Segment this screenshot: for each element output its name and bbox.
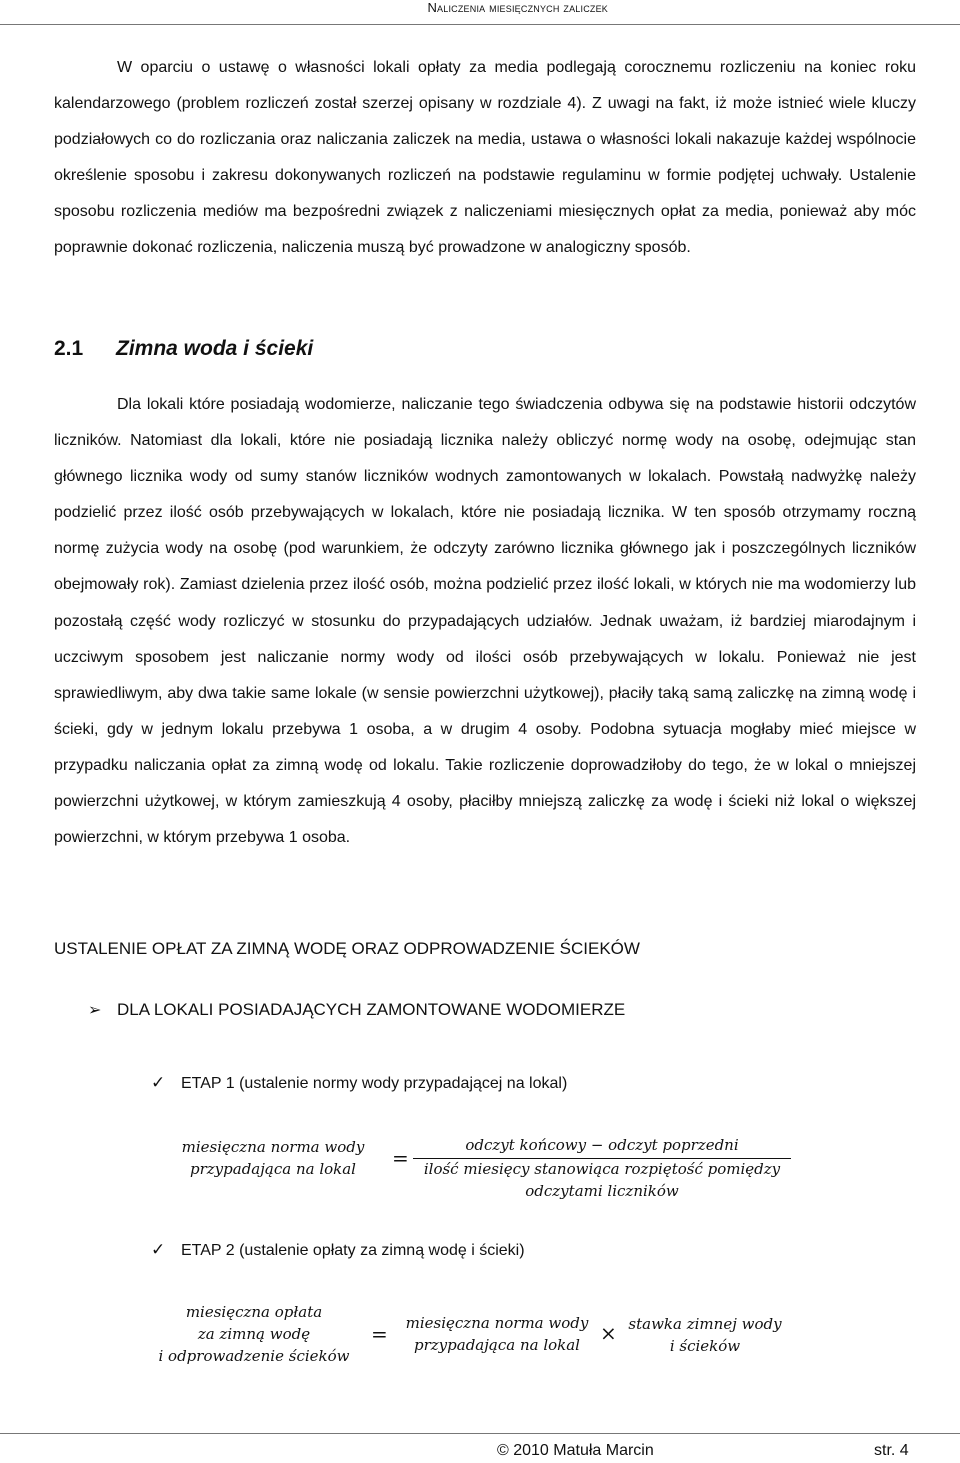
formula2-rhs bbox=[616, 1313, 794, 1357]
etap2-label: ETAP 2 (ustalenie opłaty za zimną wodę i ścieki) bbox=[181, 1242, 525, 1259]
intro-paragraph: W oparciu o ustawę o własności lokali opłaty za media podlegają corocznemu rozliczeniu na koniec roku kalendarzowego (problem rozliczeń został szerzej opisany w rozdziale 4). Z uwagi na fakt, iż może istnieć wiele kluczy podziałowych co do rozliczania oraz naliczania zaliczek na media, ustawa o własności lokali nakazuje każdej wspólnocie określenie sposobu i zakresu dokonywanych rozliczeń na podstawie regulaminu w formie podjętej uchwały. Ustalenie sposobu rozliczenia mediów ma bezpośredni związek z naliczeniami miesięcznych opłat za media, ponieważ aby móc poprawnie dokonać rozliczenia, naliczenia muszą być prowadzone w analogiczny sposób. bbox=[54, 59, 916, 257]
formula1-equals: = bbox=[392, 1146, 409, 1170]
formula2-lhs-line1: miesięczna opłata bbox=[185, 1303, 323, 1321]
formula2-lhs-line3: i odprowadzenie ścieków bbox=[158, 1347, 350, 1365]
formula1-denominator bbox=[406, 1158, 798, 1202]
formula2-times: × bbox=[600, 1321, 617, 1345]
formula1-denominator-line1: ilość miesięcy stanowiąca rozpiętość pomiędzy bbox=[423, 1160, 781, 1178]
formula1-denominator-line2: odczytami liczników bbox=[525, 1182, 679, 1200]
body-paragraph: Dla lokali które posiadają wodomierze, naliczanie tego świadczenia odbywa się na podstawie historii odczytów liczników. Natomiast dla lokali, które nie posiadają licznika należy obliczyć normę wody na osobę, odejmując stan głównego licznika wody od sumy stanów liczników wodnych zamontowanych w lokalach. Powstałą nadwyżkę należy podzielić przez ilość osób przebywających w lokalach, które nie posiadają licznika. W ten sposób otrzymamy roczną normę zużycia wody na osobę (pod warunkiem, że odczyty zarówno licznika głównego jak i poszczególnych liczników obejmowały rok). Zamiast dzielenia przez ilość osób, można podzielić przez ilość lokali, w których nie ma wodomierzy lub pozostałą część wody rozliczyć w stosunku do przypadających udziałów. Jednak uważam, iż bardziej miarodajnym i uczciwym sposobem jest naliczanie normy wody od ilości osób przebywających w lokalu. Ponieważ nie jest sprawiedliwym, aby dwa takie same lokale (w sensie powierzchni użytkowej), płaciły taką samą zaliczkę na zimną wodę i ścieki, gdy w jednym lokalu przebywa 1 osoba, a w drugim 4 osoby. Podobna sytuacja mogłaby mieć miejsce w przypadku naliczania opłat za zimną wodę od lokalu. Takie rozliczenie doprowadziłoby do tego, że w lokal o mniejszej powierzchni użytkowej, w którym zamieszkują 4 osoby, płaciłby mniejszą zaliczkę za wodę i ścieki niż lokal o większej powierzchni, w którym przebywa 1 osoba. bbox=[54, 396, 916, 847]
formula2-lhs-line2: za zimną wodę bbox=[197, 1325, 311, 1343]
meters-list-label: DLA LOKALI POSIADAJĄCYCH ZAMONTOWANE WODOMIERZE bbox=[117, 1000, 626, 1019]
formula2-mid-line1: miesięczna norma wody bbox=[405, 1314, 589, 1332]
section-number: 2.1 bbox=[54, 337, 84, 360]
formula2-lhs bbox=[146, 1301, 362, 1367]
arrow-bullet-icon: ➢ bbox=[88, 1002, 102, 1019]
formula1-lhs bbox=[168, 1136, 378, 1180]
formula2-middle bbox=[392, 1312, 602, 1356]
page-footer bbox=[0, 1433, 960, 1463]
etap1-item bbox=[151, 1071, 567, 1096]
etap2-item bbox=[151, 1238, 525, 1263]
formula1-numerator: odczyt końcowy − odczyt poprzedni bbox=[465, 1136, 739, 1154]
section-title: Zimna woda i ścieki bbox=[116, 337, 314, 360]
footer-copyright: © 2010 Matuła Marcin bbox=[497, 1442, 654, 1459]
etap1-label: ETAP 1 (ustalenie normy wody przypadającej na lokal) bbox=[181, 1075, 568, 1092]
footer-page-number: str. 4 bbox=[874, 1442, 909, 1459]
section-heading bbox=[54, 333, 313, 365]
running-header-title: Naliczenia miesięcznych zaliczek bbox=[427, 0, 608, 15]
check-icon: ✓ bbox=[151, 1240, 166, 1259]
formula2-equals: = bbox=[371, 1322, 388, 1346]
fees-heading: USTALENIE OPŁAT ZA ZIMNĄ WODĘ ORAZ ODPROWADZENIE ŚCIEKÓW bbox=[54, 939, 640, 958]
formula2-rhs-line1: stawka zimnej wody bbox=[628, 1315, 782, 1333]
formula2-mid-line2: przypadająca na lokal bbox=[414, 1336, 580, 1354]
formula2-rhs-line2: i ścieków bbox=[669, 1337, 741, 1355]
check-icon: ✓ bbox=[151, 1073, 166, 1092]
meters-list-item bbox=[88, 998, 625, 1023]
page-header bbox=[0, 0, 960, 25]
formula1-lhs-line2: przypadająca na lokal bbox=[190, 1160, 356, 1178]
formula1-lhs-line1: miesięczna norma wody bbox=[181, 1138, 365, 1156]
